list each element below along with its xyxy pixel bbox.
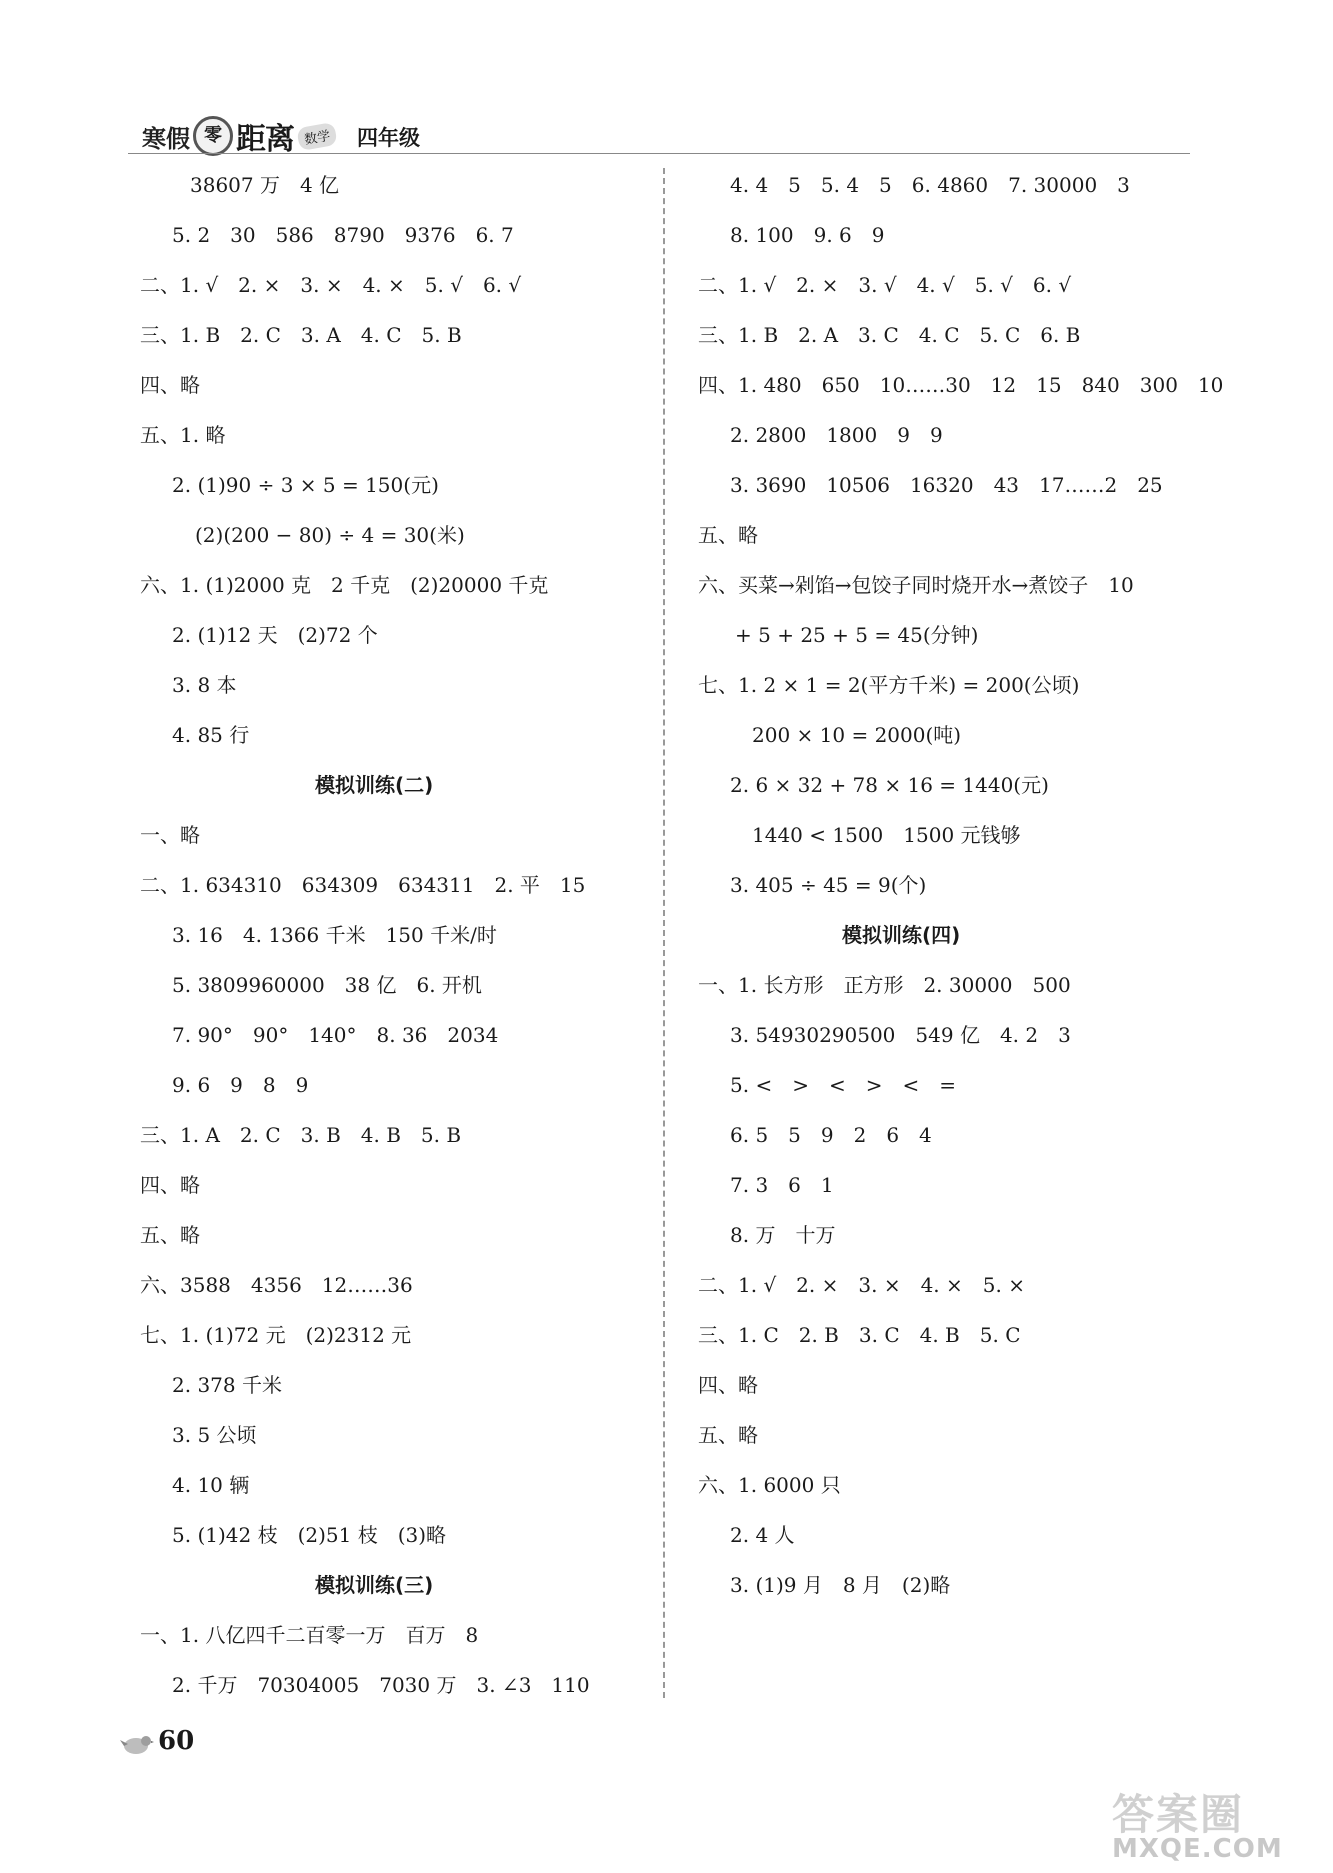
- page-number: 60: [158, 1726, 195, 1756]
- answer-line: 3. 54930290500 549 亿 4. 2 3: [730, 1023, 1071, 1047]
- answer-line: 六、3588 4356 12……36: [140, 1273, 413, 1297]
- answer-line: 2. 千万 70304005 7030 万 3. ∠3 110: [172, 1673, 590, 1697]
- header-rule: [128, 153, 1190, 154]
- answer-line: 9. 6 9 8 9: [172, 1073, 309, 1097]
- logo-text-distance: 距离: [236, 122, 294, 157]
- page-header: [128, 112, 1190, 158]
- answer-line: 7. 3 6 1: [730, 1173, 834, 1197]
- answer-line: 5. < > < > < =: [730, 1073, 956, 1097]
- page-number-badge: [120, 1718, 220, 1764]
- answer-line: 三、1. C 2. B 3. C 4. B 5. C: [698, 1323, 1021, 1347]
- answer-line: 4. 85 行: [172, 723, 250, 747]
- answer-line: 8. 100 9. 6 9: [730, 223, 885, 247]
- section-heading: 模拟训练(三): [315, 1573, 434, 1597]
- answer-line: 四、略: [140, 373, 200, 397]
- section-heading: 模拟训练(二): [315, 773, 434, 797]
- answer-line: 五、1. 略: [140, 423, 226, 447]
- answer-line: 5. 2 30 586 8790 9376 6. 7: [172, 223, 514, 247]
- logo-zero-circle-icon: 零: [193, 116, 233, 156]
- answer-line: (2)(200 − 80) ÷ 4 = 30(米): [195, 523, 465, 547]
- bird-icon: [120, 1732, 154, 1756]
- column-divider: [663, 168, 665, 1698]
- answer-line: 3. 3690 10506 16320 43 17……2 25: [730, 473, 1163, 497]
- answer-line: 四、略: [698, 1373, 758, 1397]
- answer-line: 五、略: [698, 523, 758, 547]
- answer-line: 2. 378 千米: [172, 1373, 282, 1397]
- answer-line: 3. 405 ÷ 45 = 9(个): [730, 873, 927, 897]
- answer-line: 七、1. (1)72 元 (2)2312 元: [140, 1323, 412, 1347]
- answer-line: 一、1. 八亿四千二百零一万 百万 8: [140, 1623, 479, 1647]
- answer-line: 200 × 10 = 2000(吨): [752, 723, 962, 747]
- answer-line: 38607 万 4 亿: [190, 173, 340, 197]
- answer-line: 二、1. √ 2. × 3. × 4. × 5. ×: [698, 1273, 1025, 1297]
- answer-line: 一、略: [140, 823, 200, 847]
- logo-subject-tag: 数学: [296, 121, 337, 150]
- answer-line: 3. 5 公顷: [172, 1423, 257, 1447]
- answer-line: 2. 6 × 32 + 78 × 16 = 1440(元): [730, 773, 1049, 797]
- answer-line: + 5 + 25 + 5 = 45(分钟): [735, 623, 979, 647]
- answer-line: 二、1. √ 2. × 3. × 4. × 5. √ 6. √: [140, 273, 522, 297]
- answer-line: 七、1. 2 × 1 = 2(平方千米) = 200(公顷): [698, 673, 1080, 697]
- section-heading: 模拟训练(四): [842, 923, 961, 947]
- answer-line: 五、略: [140, 1223, 200, 1247]
- answer-line: 8. 万 十万: [730, 1223, 836, 1247]
- watermark-url: MXQE.COM: [1112, 1834, 1283, 1864]
- watermark-logo: 答案圈: [1112, 1790, 1245, 1839]
- answer-line: 3. 8 本: [172, 673, 237, 697]
- answer-line: 5. (1)42 枝 (2)51 枝 (3)略: [172, 1523, 447, 1547]
- answer-line: 一、1. 长方形 正方形 2. 30000 500: [698, 973, 1071, 997]
- answer-line: 三、1. A 2. C 3. B 4. B 5. B: [140, 1123, 462, 1147]
- answer-line: 6. 5 5 9 2 6 4: [730, 1123, 932, 1147]
- answer-line: 五、略: [698, 1423, 758, 1447]
- answer-line: 2. 2800 1800 9 9: [730, 423, 943, 447]
- answer-line: 7. 90° 90° 140° 8. 36 2034: [172, 1023, 499, 1047]
- answer-line: 三、1. B 2. C 3. A 4. C 5. B: [140, 323, 462, 347]
- answer-line: 4. 10 辆: [172, 1473, 250, 1497]
- answer-line: 六、买菜→剁馅→包饺子同时烧开水→煮饺子 10: [698, 573, 1134, 597]
- answer-line: 六、1. (1)2000 克 2 千克 (2)20000 千克: [140, 573, 549, 597]
- answer-line: 1440 < 1500 1500 元钱够: [752, 823, 1021, 847]
- watermark: [1112, 1782, 1317, 1867]
- answer-line: 六、1. 6000 只: [698, 1473, 841, 1497]
- book-logo: [142, 116, 336, 156]
- answer-line: 三、1. B 2. A 3. C 4. C 5. C 6. B: [698, 323, 1081, 347]
- answer-line: 2. (1)12 天 (2)72 个: [172, 623, 378, 647]
- logo-text-winter-break: 寒假: [142, 124, 190, 153]
- answer-line: 3. (1)9 月 8 月 (2)略: [730, 1573, 951, 1597]
- answer-line: 3. 16 4. 1366 千米 150 千米/时: [172, 923, 497, 947]
- answer-line: 2. (1)90 ÷ 3 × 5 = 150(元): [172, 473, 439, 497]
- answer-line: 2. 4 人: [730, 1523, 795, 1547]
- answer-line: 5. 3809960000 38 亿 6. 开机: [172, 973, 482, 997]
- answer-line: 4. 4 5 5. 4 5 6. 4860 7. 30000 3: [730, 173, 1130, 197]
- grade-label: 四年级: [357, 126, 420, 150]
- answer-line: 四、略: [140, 1173, 200, 1197]
- answer-line: 四、1. 480 650 10……30 12 15 840 300 10: [698, 373, 1224, 397]
- answer-line: 二、1. 634310 634309 634311 2. 平 15: [140, 873, 586, 897]
- answer-line: 二、1. √ 2. × 3. √ 4. √ 5. √ 6. √: [698, 273, 1072, 297]
